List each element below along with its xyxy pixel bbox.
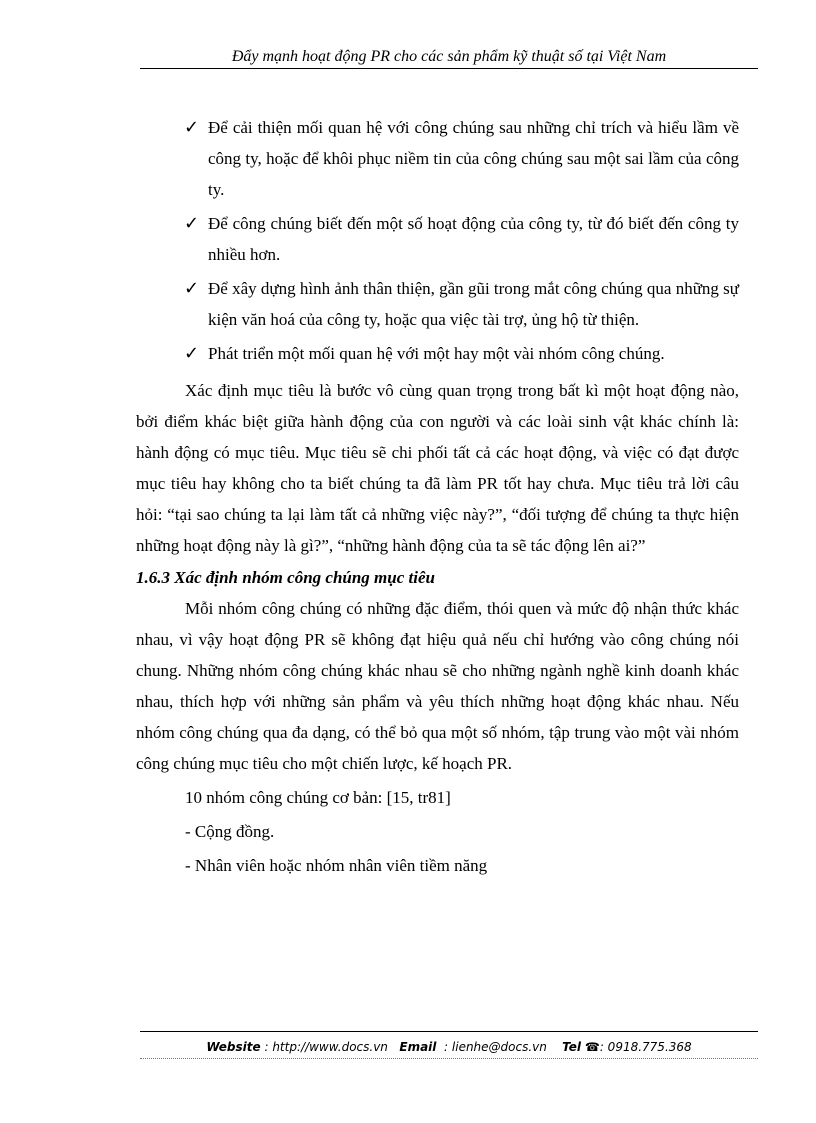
objectives-list [136, 112, 739, 369]
list-item [184, 208, 739, 270]
header-rule [140, 68, 758, 69]
list-item-text: Để xây dựng hình ảnh thân thiện, gần gũi trong mắt công chúng qua những sự kiện văn hoá của công ty, hoặc qua việc tài trợ, ủng hộ từ thiện. [208, 279, 739, 329]
check-mark-icon: ✓ [184, 117, 200, 138]
list-item-text: Để cải thiện mối quan hệ với công chúng sau những chỉ trích và hiểu lầm về công ty, hoặc để khôi phục niềm tin của công chúng sau một sai lầm của công ty. [208, 118, 739, 199]
footer-tel-value: : 0918.775.368 [599, 1040, 692, 1054]
footer-rule [140, 1031, 758, 1032]
footer-email-link[interactable]: : lienhe@docs.vn [444, 1040, 547, 1054]
page-footer [140, 1040, 758, 1054]
footer-website-label: Website [206, 1040, 261, 1054]
page-header-title: Đẩy mạnh hoạt động PR cho các sản phẩm kỹ thuật số tại Việt Nam [231, 48, 667, 65]
check-mark-icon: ✓ [184, 278, 200, 299]
paragraph-objectives: Xác định mục tiêu là bước vô cùng quan trọng trong bất kì một hoạt động nào, bởi điểm khác biệt giữa hành động của con người và các loài sinh vật khác chính là: hành động có mục tiêu. Mục tiêu sẽ chi phối tất cả các hoạt động, và việc có đạt được mục tiêu hay không cho ta biết chúng ta đã làm PR tốt hay chưa. Mục tiêu trả lời câu hỏi: “tại sao chúng ta lại làm tất cả những việc này?”, “đối tượng để chúng ta thực hiện những hoạt động này là gì?”, “những hành động của ta sẽ tác động lên ai?” [136, 381, 739, 555]
footer-website-link[interactable]: : http://www.docs.vn [264, 1040, 388, 1054]
group-item: - Cộng đồng. [185, 822, 275, 841]
section-heading: 1.6.3 Xác định nhóm công chúng mục tiêu [136, 568, 435, 587]
footer-bottom-rule [140, 1058, 758, 1059]
telephone-icon: ☎ [584, 1040, 600, 1054]
list-item [184, 338, 739, 369]
check-mark-icon: ✓ [184, 343, 200, 364]
list-item [184, 273, 739, 335]
document-body [136, 112, 739, 881]
list-item [184, 112, 739, 205]
groups-intro: 10 nhóm công chúng cơ bản: [15, tr81] [185, 788, 451, 807]
footer-email-label: Email [399, 1040, 437, 1054]
list-item-text: Phát triển một mối quan hệ với một hay một vài nhóm công chúng. [208, 344, 665, 363]
group-item: - Nhân viên hoặc nhóm nhân viên tiềm năng [185, 856, 488, 875]
paragraph-target-groups: Mỗi nhóm công chúng có những đặc điểm, thói quen và mức độ nhận thức khác nhau, vì vậy hoạt động PR sẽ không đạt hiệu quả nếu chỉ hướng vào công chúng nói chung. Những nhóm công chúng khác nhau sẽ cho những ngành nghề kinh doanh khác nhau, thích hợp với những sản phẩm và yêu thích những hoạt động khác nhau. Nếu nhóm công chúng qua đa dạng, có thể bỏ qua một số nhóm, tập trung vào một vài nhóm công chúng mục tiêu cho một chiến lược, kế hoạch PR. [136, 599, 739, 773]
list-item-text: Để công chúng biết đến một số hoạt động của công ty, từ đó biết đến công ty nhiều hơn. [208, 214, 739, 264]
footer-tel-label: Tel [562, 1040, 582, 1054]
check-mark-icon: ✓ [184, 213, 200, 234]
